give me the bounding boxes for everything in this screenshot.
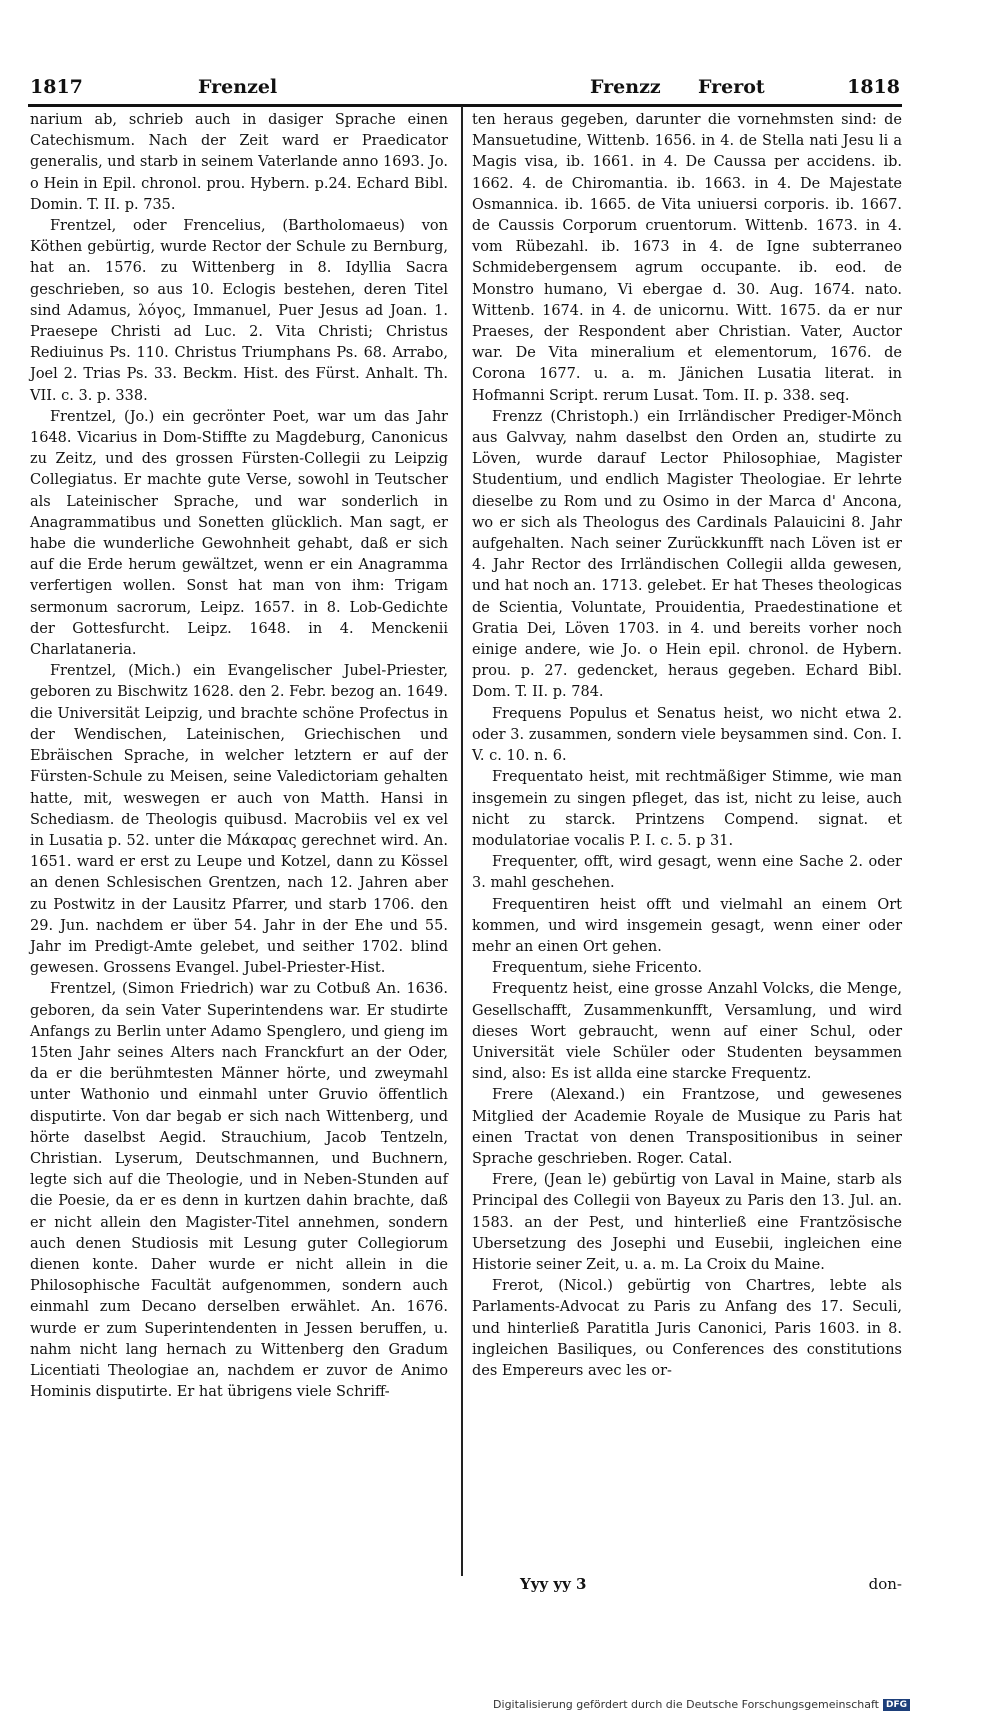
entry-paragraph: Frequens Populus et Senatus heist, wo nicht etwa 2. oder 3. zusammen, sondern viele beysammen sind. Con. I. V. c. 10. n. 6. [472,705,902,765]
entry-paragraph: Frequentato heist, mit rechtmäßiger Stimme, wie man insgemein zu singen pfleget, das ist, nicht zu leise, auch nicht zu starck. Printzens Compend. signat. et modulatoriae vocalis P. I. c. 5. p 31. [472,769,902,849]
header-rule [28,104,902,107]
entry-paragraph: Frentzel, oder Frencelius, (Bartholomaeus) von Köthen gebürtig, wurde Rector der Schule zu Bernburg, hat an. 1576. zu Wittenberg in 8. Idyllia Sacra geschrieben, so aus 10. Eclogis bestehen, deren Titel sind Adamus, λόγος, Immanuel, Puer Jesus ad Joan. 1. Praesepe Christi ad Luc. 2. Vita Christi; Christus Rediuinus Ps. 110. Christus Triumphans Ps. 68. Arrabo, Joel 2. Trias Ps. 33. Beckm. Hist. des Fürst. Anhalt. Th. VII. c. 3. p. 338. [30,218,448,404]
column-divider [461,106,463,1576]
entry-paragraph: Frequentiren heist offt und vielmahl an einem Ort kommen, und wird insgemein gesagt, wenn einer oder mehr an einen Ort gehen. [472,896,902,955]
right-page-number: 1818 [847,76,900,98]
entry-paragraph: ten heraus gegeben, darunter die vornehmsten sind: de Mansuetudine, Wittenb. 1656. in 4. de Stella nati Jesu li a Magis visa, ib. 1661. in 4. De Caussa per accidens. ib. 1662. 4. de Chiromantia. ib. 1663. in 4. De Majestate Osmannica. ib. 1665. de Vita uniuersi corporis. ib. 1667. de Caussis Corporum cruentorum. Wittenb. 1673. in 4. vom Rübezahl. ib. 1673 in 4. de Igne subterraneo Schmidebergensem agrum occupante. ib. eod. de Monstro humano, Vi ebergae d. 30. Aug. 1674. nato. Wittenb. 1674. in 4. de unicornu. Witt. 1675. da er nur Praeses, der Respondent aber Christian. Vater, Auctor war. De Vita mineralium et elementorum, 1676. de Corona 1677. u. a. m. Jänichen Lusatia literat. in Hofmanni Script. rerum Lusat. Tom. II. p. 338. seq. [472,112,902,404]
right-headword-last: Frerot [698,76,765,98]
entry-paragraph: Frere (Alexand.) ein Frantzose, und gewesenes Mitglied der Academie Royale de Musique zu Paris hat einen Tractat von denen Transpositionibus in seiner Sprache geschrieben. Roger. Catal. [472,1087,902,1167]
right-headword-first: Frenzz [590,76,661,98]
entry-paragraph: narium ab, schrieb auch in dasiger Sprache einen Catechismum. Nach der Zeit ward er Praedicator generalis, und starb in seinem Vaterlande anno 1693. Jo. o Hein in Epil. chronol. prou. Hybern. p.24. Echard Bibl. Domin. T. II. p. 735. [30,112,449,213]
left-page-number: 1817 [30,76,83,98]
entry-paragraph: Frenzz (Christoph.) ein Irrländischer Prediger-Mönch aus Galvvay, nahm daselbst den Orden an, studirte zu Löven, wurde darauf Lector Philosophiae, Magister Studentium, und endlich Magister Theologiae. Er lehrte dieselbe zu Rom und zu Osimo in der Marca d' Ancona, wo er sich als Theologus des Cardinals Palauicini 8. Jahr aufgehalten. Nach seiner Zurückkunfft nach Löven ist er 4. Jahr Rector des Irrländischen Collegii allda gewesen, und hat noch an. 1713. gelebet. Er hat Theses theologicas de Scientia, Voluntate, Prouidentia, Praedestinatione et Gratia Dei, Löven 1703. in 4. und bereits vorher noch einige andere, wie Jo. o Hein epil. chronol. de Hybern. prou. p. 27. gedencket, heraus gegeben. Echard Bibl. Dom. T. II. p. 784. [472,408,902,701]
running-header [30,76,900,104]
entry-paragraph: Frentzel, (Simon Friedrich) war zu Cotbuß An. 1636. geboren, da sein Vater Superintendens war. Er studirte Anfangs zu Berlin unter Adamo Spenglero, und gieng im 15ten Jahr seines Alters nach Franckfurt an der Oder, da er die berühmtesten Männer hörte, und zweymahl unter Wathonio und einmahl unter Gruvio öffentlich disputirte. Von dar begab er sich nach Wittenberg, und hörte daselbst Aegid. Strauchium, Jacob Tentzeln, Christian. Lyserum, Deutschmannen, und Buchnern, legte sich auf die Theologie, und in Neben-Stunden auf die Poesie, da er es denn in kurtzen dahin brachte, daß er nicht allein den Magister-Titel annehmen, sondern auch denen Studiosis mit Lesung guter Collegiorum dienen konte. Daher wurde er nicht allein in die Philosophische Facultät aufgenommen, sondern auch einmahl zum Decano derselben erwählet. An. 1676. wurde er zum Superintendenten in Jessen beruffen, u. nahm nicht lang hernach zu Wittenberg den Gradum Licentiati Theologiae an, nachdem er zuvor de Animo Hominis disputirte. Er hat übrigens viele Schriff- [30,981,448,1401]
entry-paragraph: Frerot, (Nicol.) gebürtig von Chartres, lebte als Parlaments-Advocat zu Paris zu Anfang des 17. Seculi, und hinterließ Paratitla Juris Canonici, Paris 1603. in 8. ingleichen Basiliques, ou Conferences des constitutions des Empereurs avec les or- [472,1278,902,1379]
entry-paragraph: Frere, (Jean le) gebürtig von Laval in Maine, starb als Principal des Collegii von Bayeux zu Paris den 13. Jul. an. 1583. an der Pest, und hinterließ eine Frantzösische Ubersetzung des Josephi und Eusebii, ingleichen eine Historie seiner Zeit, u. a. m. La Croix du Maine. [472,1172,902,1273]
digitization-credit [493,1698,910,1711]
left-column [30,110,448,1403]
entry-paragraph: Frentzel, (Jo.) ein gecrönter Poet, war um das Jahr 1648. Vicarius in Dom-Stiffte zu Magdeburg, Canonicus zu Zeitz, und des grossen Fürsten-Collegii zu Leipzig Collegiatus. Er machte gute Verse, sowohl in Teutscher als Lateinischer Sprache, und war sonderlich in Anagrammatibus und Sonetten glücklich. Man sagt, er habe die wunderliche Gewohnheit gehabt, daß er sich auf die Erde herum gewältzet, wenn er ein Anagramma verfertigen wollen. Sonst hat man von ihm: Trigam sermonum sacrorum, Leipz. 1657. in 8. Lob-Gedichte der Gottesfurcht. Leipz. 1648. in 4. Menckenii Charlataneria. [30,408,448,659]
entry-paragraph: Frequenter, offt, wird gesagt, wenn eine Sache 2. oder 3. mahl geschehen. [472,854,902,892]
entry-paragraph: Frequentum, siehe Fricento. [492,960,703,977]
entry-paragraph: Frentzel, (Mich.) ein Evangelischer Jubel-Priester, geboren zu Bischwitz 1628. den 2. Febr. bezog an. 1649. die Universität Leipzig, und brachte schöne Profectus in der Wendischen, Lateinischen, Griechischen und Ebräischen Sprache, in welcher letztern er auf der Fürsten-Schule zu Meisen, seine Valedictoriam gehalten hatte, mit, weswegen er auch von Matth. Hansi in Schediasm. de Theologis quibusd. Macrobiis vel ex vel in Lusatia p. 52. unter die Μάκαρας gerechnet wird. An. 1651. ward er erst zu Leupe und Kotzel, dann zu Kössel an denen Schlesischen Grentzen, nach 12. Jahren aber zu Postwitz in der Lausitz Pfarrer, und starb 1706. den 29. Jun. nachdem er über 54. Jahr in der Ehe und 55. Jahr im Predigt-Amte gelebet, und seither 1702. blind gewesen. Grossens Evangel. Jubel-Priester-Hist. [30,663,448,977]
signature-mark: Yyy yy 3 [520,1575,587,1593]
dfg-logo: DFG [883,1699,910,1711]
credit-text: Digitalisierung gefördert durch die Deutsche Forschungsgemeinschaft [493,1698,879,1711]
left-headword: Frenzel [198,76,278,98]
right-column [472,110,902,1382]
catchword: don- [868,1575,902,1593]
entry-paragraph: Frequentz heist, eine grosse Anzahl Volcks, die Menge, Gesellschafft, Zusammenkunfft, Versamlung, und wird dieses Wort gebraucht, wenn auf einer Schul, oder Universität viele Schüler oder Studenten beysammen sind, also: Es ist allda eine starcke Frequentz. [472,981,902,1083]
